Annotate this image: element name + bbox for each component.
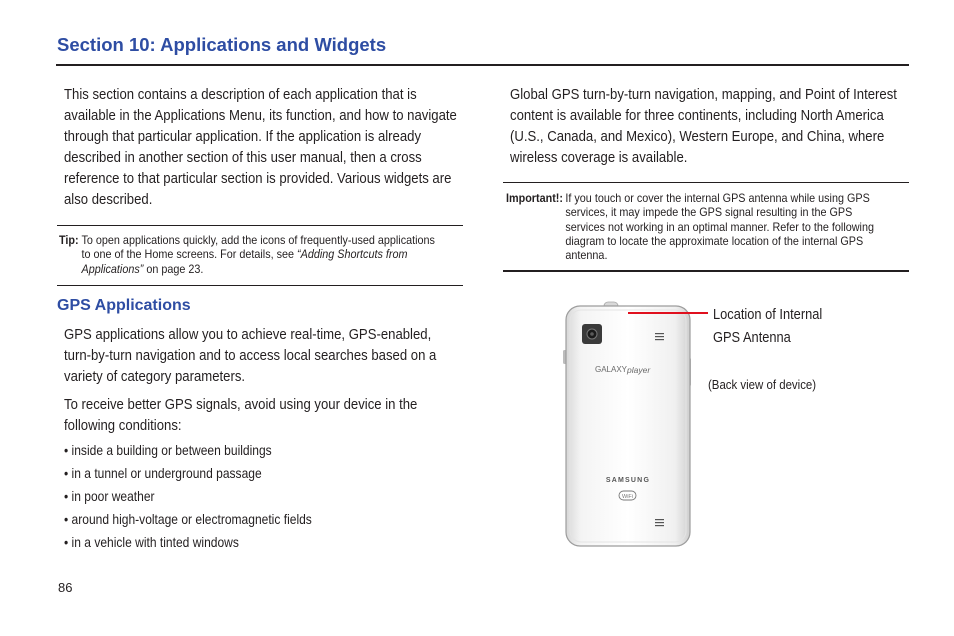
antenna-location-label (713, 304, 822, 350)
svg-text:WiFi: WiFi (622, 494, 633, 500)
tip-body (82, 233, 442, 276)
tip-label: Tip: (59, 233, 79, 247)
bullet-item: • inside a building or between buildings (64, 442, 272, 458)
important-top-rule (503, 182, 909, 183)
tip-box (59, 233, 460, 276)
speaker-grill-bottom (655, 519, 664, 526)
tip-text-part1: To open applications quickly, add the icons of frequently-used applications to one of the Home screens. For details, see (81, 233, 435, 262)
device-model-logo: GALAXY (595, 365, 628, 374)
section-title: Section 10: Applications and Widgets (57, 34, 387, 55)
page-number: 86 (58, 580, 73, 595)
gps-paragraph-1: GPS applications allow you to achieve real-time, GPS-enabled, turn-by-turn navigation and to access local searches based on a variety of category parameters. (64, 327, 437, 385)
important-bottom-rule (503, 270, 909, 272)
gps-section-title: GPS Applications (57, 297, 191, 314)
svg-text:player: player (627, 365, 651, 375)
important-label: Important!: (506, 191, 563, 205)
right-paragraph: Global GPS turn-by-turn navigation, mapping, and Point of Interest content is available for three continents, including North America (U.S., Canada, and Mexico), Western Europe, and China, where wireless coverage is available. (510, 87, 897, 166)
tip-text-part2: on page 23. (143, 261, 204, 276)
bullet-item: • in a tunnel or underground passage (64, 465, 262, 481)
antenna-label-line-1: Location of Internal (713, 307, 823, 323)
antenna-pointer-line (628, 312, 708, 314)
bullet-item: • around high-voltage or electromagnetic fields (64, 511, 312, 527)
gps-paragraph-2: To receive better GPS signals, avoid using your device in the following conditions: (64, 397, 418, 434)
tip-bottom-rule (57, 285, 463, 286)
device-brand-logo: SAMSUNG (605, 477, 651, 484)
important-text: If you touch or cover the internal GPS antenna while using GPS services, it may impede the GPS signal resulting in the GPS services not working in an optimal manner. Refer to the following diagram to locate the approximate location of the internal GPS antenna. (565, 191, 874, 263)
speaker-grill-top (655, 333, 664, 340)
bullet-item: • in poor weather (64, 488, 155, 504)
bullet-item: • in a vehicle with tinted windows (64, 534, 239, 550)
device-back-illustration (560, 298, 695, 550)
intro-paragraph: This section contains a description of each application that is available in the Applications Menu, its function, and how to navigate through that particular application. If the application is already described in another section of this user manual, then a cross reference to that particular section is provided. Various widgets are also described. (64, 87, 457, 208)
tip-cross-reference-link[interactable]: “Adding Shortcuts from Applications” (81, 247, 408, 276)
figure-caption: (Back view of device) (708, 377, 817, 392)
antenna-label-line-2: GPS Antenna (713, 330, 791, 346)
tip-top-rule (57, 225, 463, 226)
important-box (506, 191, 907, 263)
title-rule (56, 64, 909, 66)
